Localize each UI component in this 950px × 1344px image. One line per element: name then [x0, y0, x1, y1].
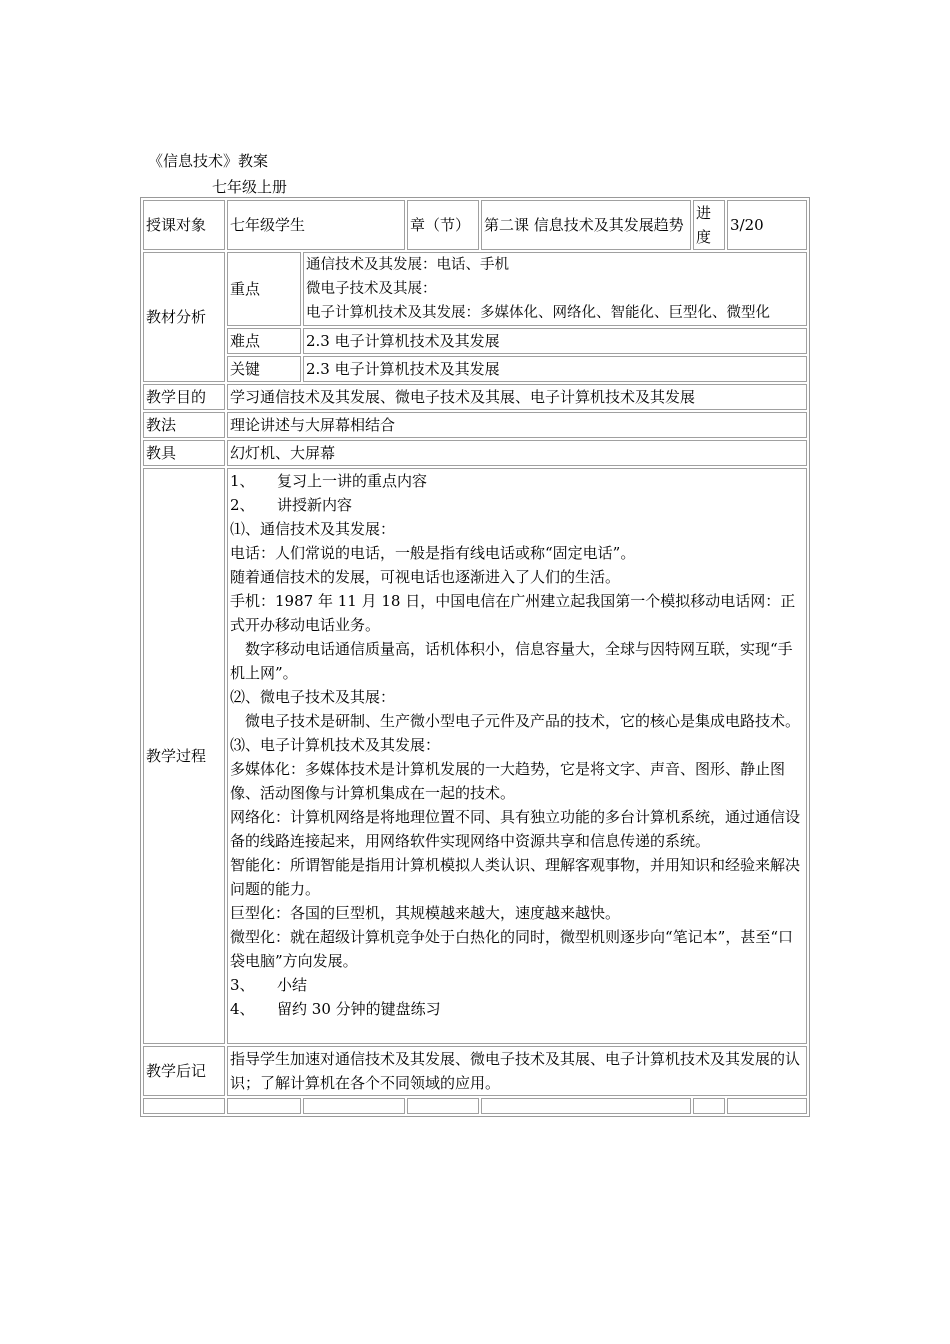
- chapter-label: 章（节）: [407, 200, 479, 250]
- process-line: 随着通信技术的发展，可视电话也逐渐进入了人们的生活。: [230, 568, 621, 586]
- key-line: 微电子技术及其展：: [306, 281, 437, 297]
- process-line: 微电子技术是研制、生产微小型电子元件及产品的技术，它的核心是集成电路技术。: [230, 712, 801, 730]
- process-line: 3、 小结: [230, 976, 308, 994]
- method-row: [143, 412, 807, 438]
- lesson-plan-table: [140, 197, 810, 1117]
- empty-cell: [693, 1098, 725, 1114]
- chapter-value: 第二课 信息技术及其发展趋势: [481, 200, 691, 250]
- key-line: 电子计算机技术及其发展：多媒体化、网络化、智能化、巨型化、微型化: [306, 305, 770, 321]
- progress-label: 进度: [693, 200, 725, 250]
- empty-row: [143, 1098, 807, 1114]
- goal-value: 学习通信技术及其发展、微电子技术及其展、电子计算机技术及其发展: [227, 384, 807, 410]
- difficult-value: 2.3 电子计算机技术及其发展: [303, 328, 807, 354]
- tools-row: [143, 440, 807, 466]
- process-line: 网络化：计算机网络是将地理位置不同、具有独立功能的多台计算机系统，通过通信设备的线路连接起来，用网络软件实现网络中资源共享和信息传递的系统。: [230, 808, 801, 850]
- process-line: 多媒体化：多媒体技术是计算机发展的一大趋势，它是将文字、声音、图形、静止图像、活动图像与计算机集成在一起的技术。: [230, 760, 786, 802]
- crux-label: 关键: [227, 356, 301, 382]
- process-line: 智能化：所谓智能是指用计算机模拟人类认识、理解客观事物，并用知识和经验来解决问题的能力。: [230, 856, 801, 898]
- analysis-crux-row: [143, 356, 807, 382]
- process-line: 手机：1987 年 11 月 18 日，中国电信在广州建立起我国第一个模拟移动电话网：正式开办移动电话业务。: [230, 592, 796, 634]
- key-line: 通信技术及其发展：电话、手机: [306, 257, 509, 273]
- process-line: 电话：人们常说的电话，一般是指有线电话或称“固定电话”。: [230, 544, 636, 562]
- target-value: 七年级学生: [227, 200, 405, 250]
- target-label: 授课对象: [143, 200, 225, 250]
- process-line: 数字移动电话通信质量高，话机体积小，信息容量大，全球与因特网互联，实现“手机上网”。: [230, 640, 793, 682]
- process-line: 巨型化：各国的巨型机，其规模越来越大，速度越来越快。: [230, 904, 621, 922]
- empty-cell: [303, 1098, 405, 1114]
- analysis-key-row: [143, 252, 807, 326]
- process-line: 4、 留约 30 分钟的键盘练习: [230, 1000, 441, 1018]
- key-label: 重点: [227, 252, 301, 326]
- document-subtitle: 七年级上册: [212, 178, 288, 196]
- postscript-row: [143, 1046, 807, 1096]
- process-line: 1、 复习上一讲的重点内容: [230, 472, 428, 490]
- tools-value: 幻灯机、大屏幕: [227, 440, 807, 466]
- process-line: ⑴、通信技术及其发展：: [230, 520, 396, 538]
- empty-cell: [407, 1098, 479, 1114]
- process-line: 2、 讲授新内容: [230, 496, 353, 514]
- header-row: [143, 200, 807, 250]
- empty-cell: [227, 1098, 301, 1114]
- process-row: [143, 468, 807, 1044]
- process-line: ⑶、电子计算机技术及其发展：: [230, 736, 441, 754]
- postscript-value: 指导学生加速对通信技术及其发展、微电子技术及其展、电子计算机技术及其发展的认识；了解计算机在各个不同领域的应用。: [227, 1046, 807, 1096]
- goal-row: [143, 384, 807, 410]
- document-title: 《信息技术》教案: [148, 152, 269, 170]
- progress-value: 3/20: [727, 200, 807, 250]
- analysis-difficult-row: [143, 328, 807, 354]
- key-content: [303, 252, 807, 326]
- postscript-label: 教学后记: [143, 1046, 225, 1096]
- method-value: 理论讲述与大屏幕相结合: [227, 412, 807, 438]
- process-label: 教学过程: [143, 468, 225, 1044]
- goal-label: 教学目的: [143, 384, 225, 410]
- process-line: 微型化：就在超级计算机竞争处于白热化的同时，微型机则逐步向“笔记本”，甚至“口袋电脑”方向发展。: [230, 928, 794, 970]
- difficult-label: 难点: [227, 328, 301, 354]
- analysis-label: 教材分析: [143, 252, 225, 382]
- process-line: ⑵、微电子技术及其展：: [230, 688, 396, 706]
- empty-cell: [143, 1098, 225, 1114]
- crux-value: 2.3 电子计算机技术及其发展: [303, 356, 807, 382]
- process-content: [227, 468, 807, 1044]
- tools-label: 教具: [143, 440, 225, 466]
- empty-cell: [727, 1098, 807, 1114]
- method-label: 教法: [143, 412, 225, 438]
- empty-cell: [481, 1098, 691, 1114]
